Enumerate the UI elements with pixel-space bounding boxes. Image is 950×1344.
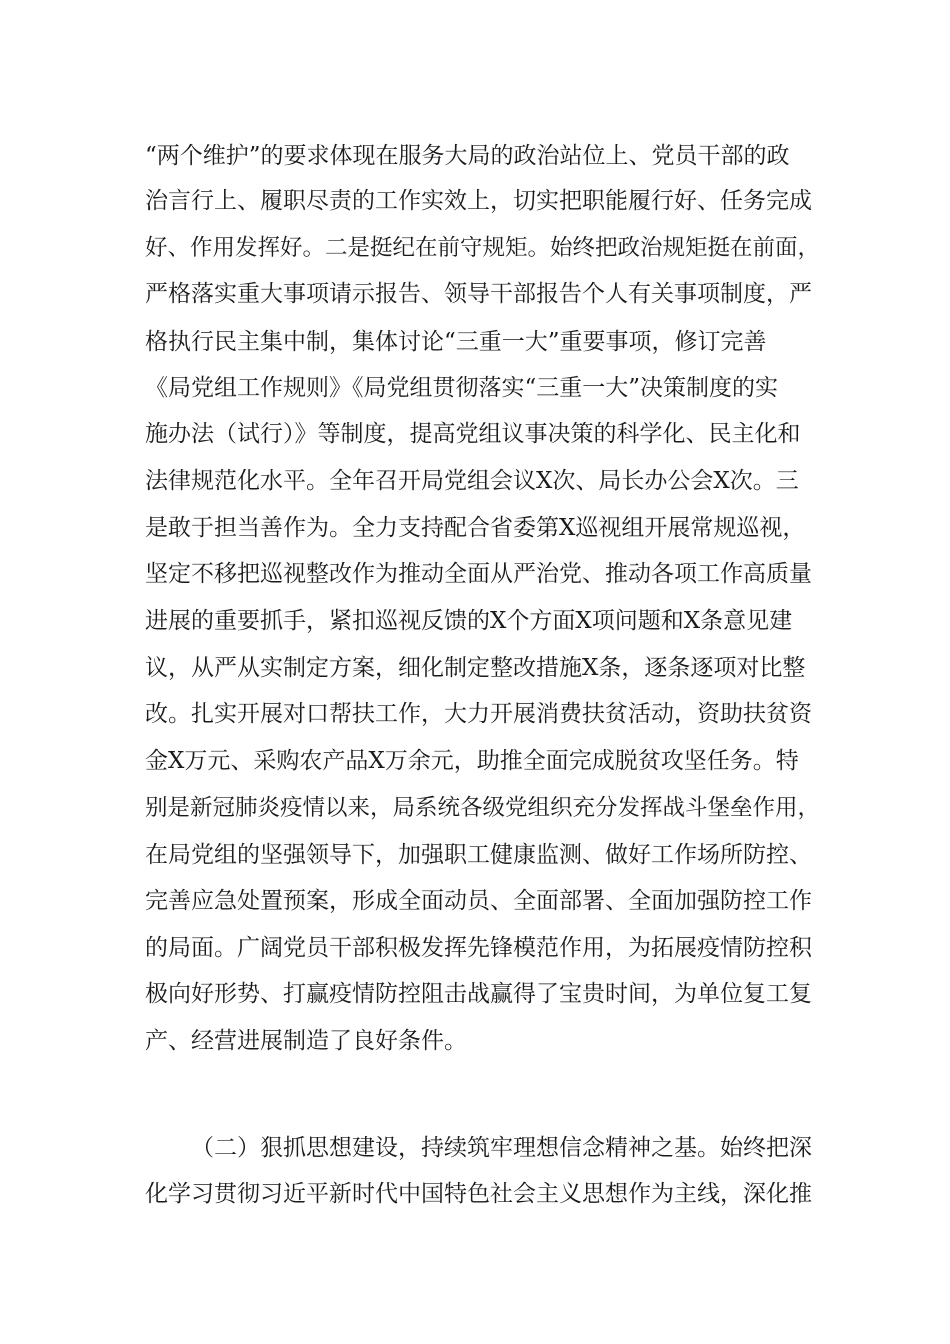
text-line: 进展的重要抓手，紧扣巡视反馈的X个方面X项问题和X条意见建 xyxy=(145,608,793,634)
text-line: 好、作用发挥好。二是挺纪在前守规矩。始终把政治规矩挺在前面， xyxy=(145,235,821,261)
text-line: 的局面。广阔党员干部积极发挥先锋模范作用，为拓展疫情防控积 xyxy=(145,935,812,961)
text-line: 坚定不移把巡视整改作为推动全面从严治党、推动各项工作高质量 xyxy=(145,561,812,587)
text-line: 在局党组的坚强领导下，加强职工健康监测、做好工作场所防控、 xyxy=(145,842,812,868)
text-line: 金X万元、采购农产品X万余元，助推全面完成脱贫攻坚任务。特 xyxy=(145,748,799,774)
text-line: 化学习贯彻习近平新时代中国特色社会主义思想作为主线，深化推 xyxy=(145,1181,812,1207)
text-line: 议，从严从实制定方案，细化制定整改措施X条，逐条逐项对比整 xyxy=(145,655,806,681)
text-line: 极向好形势、打赢疫情防控阻击战赢得了宝贵时间，为单位复工复 xyxy=(145,981,812,1007)
text-line: 格执行民主集中制，集体讨论“三重一大”重要事项，修订完善 xyxy=(145,329,767,355)
text-line: 是敢于担当善作为。全力支持配合省委第X巡视组开展常规巡视， xyxy=(145,515,806,541)
text-line: 产、经营进展制造了良好条件。 xyxy=(145,1028,467,1054)
text-line: 《局党组工作规则》《局党组贯彻落实“三重一大”决策制度的实 xyxy=(145,375,779,401)
text-line: 治言行上、履职尽责的工作实效上，切实把职能履行好、任务完成 xyxy=(145,188,812,214)
text-line: 严格落实重大事项请示报告、领导干部报告个人有关事项制度，严 xyxy=(145,281,812,307)
text-line: 别是新冠肺炎疫情以来，局系统各级党组织充分发挥战斗堡垒作用， xyxy=(145,795,821,821)
text-line: 施办法（试行）》等制度，提高党组议事决策的科学化、民主化和 xyxy=(145,421,801,447)
text-line: 完善应急处置预案，形成全面动员、全面部署、全面加强防控工作 xyxy=(145,888,812,914)
text-line: 改。扎实开展对口帮扶工作，大力开展消费扶贫活动，资助扶贫资 xyxy=(145,701,812,727)
text-line: “两个维护”的要求体现在服务大局的政治站位上、党员干部的政 xyxy=(145,143,790,169)
text-line: 法律规范化水平。全年召开局党组会议X次、局长办公会X次。三 xyxy=(145,468,799,494)
section-heading-line: （二）狠抓思想建设，持续筑牢理想信念精神之基。始终把深 xyxy=(191,1135,812,1161)
